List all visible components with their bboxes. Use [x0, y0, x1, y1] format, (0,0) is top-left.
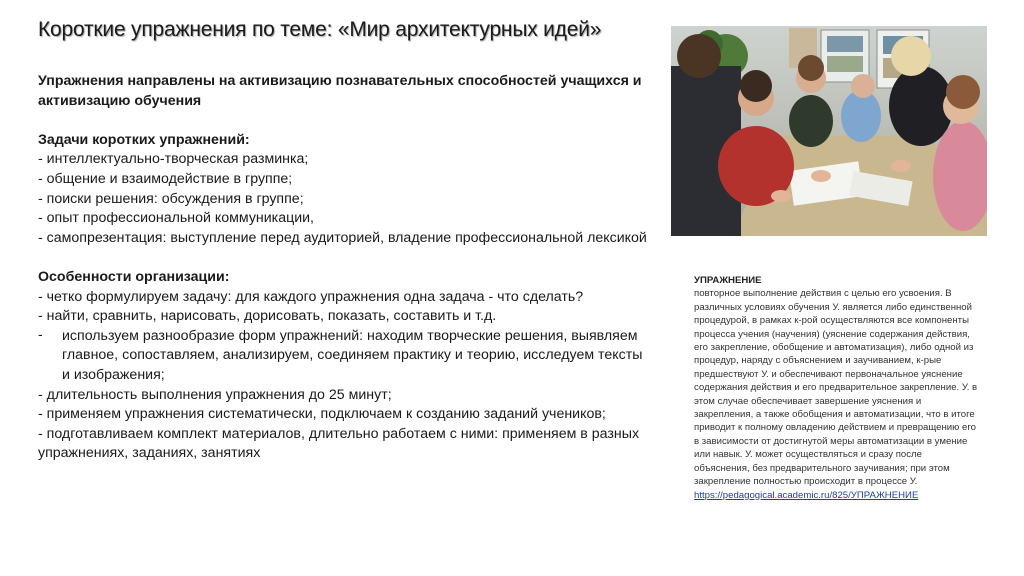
- task-item: - поиски решения: обсуждения в группе;: [38, 190, 304, 207]
- tasks-heading: Задачи коротких упражнений:: [38, 131, 250, 148]
- organization-item: - найти, сравнить, нарисовать, дорисовать, показать, составить и т.д.: [38, 308, 497, 325]
- intro-text: Упражнения направлены на активизацию познавательных способностей учащихся и активизацию обучения: [38, 73, 642, 109]
- classroom-photo-illustration: [671, 26, 987, 236]
- organization-bullet: [38, 327, 648, 386]
- classroom-photo: [671, 26, 987, 236]
- task-item: - интеллектуально-творческая разминка;: [38, 151, 309, 168]
- task-item: - самопрезентация: выступление перед аудиторией, владение профессиональной лексикой: [38, 229, 647, 246]
- bullet-text: используем разнообразие форм упражнений: находим творческие решения, выявляем главное, сопоставляем, анализируем, соединяем практику и теорию, исследуем тексты и изображения;: [62, 327, 643, 383]
- definition-source-link[interactable]: https://pedagogical.academic.ru/825/УПРАЖНЕНИЕ: [694, 489, 919, 501]
- task-item: - опыт профессиональной коммуникации,: [38, 210, 314, 227]
- organization-heading: Особенности организации:: [38, 268, 230, 285]
- task-item: - общение и взаимодействие в группе;: [38, 170, 293, 187]
- organization-item: - четко формулируем задачу: для каждого упражнения одна задача - что сделать?: [38, 288, 584, 305]
- organization-item: - применяем упражнения систематически, подключаем к созданию заданий учеников;: [38, 406, 606, 423]
- definition-body: повторное выполнение действия с целью его усвоения. В различных условиях обучения У. является либо единственной процедурой, в рамках к-рой осуществляются все компоненты процесса учения (научения) (уяснение содержания действия, его закрепление, обобщение и автоматизация), либо одной из процедур, наряду с объяснением и заучиванием, к-рые предшествуют У. и обеспечивают первоначальное уяснение содержания действия и его предварительное закрепление. У. в этом случае обеспечивает завершение уяснения и закрепления, а также обобщения и автоматизации, что в итоге приводит к полному овладению действием и превращению его в зависимости от достигнутой меры автоматизации в умение или навык. У. может осуществляться и сразу после объяснения, без предварительного заучивания; при этом закрепление полностью происходит в процессе У.: [694, 288, 978, 488]
- organization-item: - подготавливаем комплект материалов, длительно работаем с ними: применяем в разных упражнениях, заданиях, занятиях: [38, 425, 640, 462]
- definition-panel: [694, 274, 980, 502]
- bullet-mark: -: [38, 325, 43, 342]
- organization-item: - длительность выполнения упражнения до 25 минут;: [38, 386, 392, 403]
- page-title: Короткие упражнения по теме: «Мир архитектурных идей»: [38, 18, 602, 41]
- main-text: [38, 72, 648, 464]
- definition-heading: УПРАЖНЕНИЕ: [694, 275, 762, 286]
